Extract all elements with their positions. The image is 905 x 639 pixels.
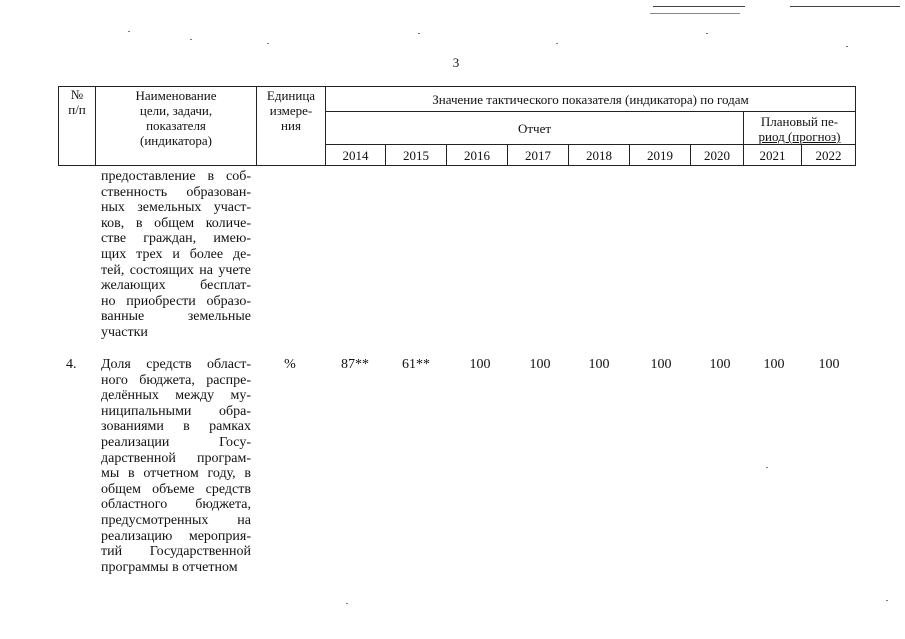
indicator-name	[101, 357, 251, 575]
scan-speck	[886, 600, 888, 601]
header-unit-line: ния	[281, 118, 301, 133]
text-line: ственность образован-	[101, 184, 251, 200]
text-line: зованиями в рамках	[101, 419, 251, 435]
text-line: программы в отчетном	[101, 559, 238, 575]
value-2020: 100	[709, 357, 731, 372]
year-cell: 2017	[508, 145, 569, 166]
header-unit-line: измере-	[269, 103, 313, 118]
continued-indicator-text	[101, 169, 251, 341]
text-line: реализации Госу-	[101, 434, 251, 450]
value-2022: 100	[818, 357, 840, 372]
row-number: 4.	[66, 357, 77, 372]
text-line: ного бюджета, распре-	[101, 372, 251, 388]
header-unit-line: Единица	[266, 88, 316, 103]
scan-speck	[346, 603, 348, 604]
header-plan	[744, 112, 856, 145]
year-cell: 2016	[447, 145, 508, 166]
value-2015: 61**	[402, 357, 430, 372]
year-cell: 2015	[386, 145, 447, 166]
text-line: Доля средств област-	[101, 357, 251, 372]
header-plan-line: риод (прогноз)	[758, 129, 841, 144]
text-line: реализацию мероприя-	[101, 528, 251, 544]
year-cell: 2022	[802, 145, 856, 166]
text-line: предоставление в соб-	[101, 169, 251, 184]
scan-speck	[128, 31, 130, 32]
scan-speck	[556, 43, 558, 44]
text-line: ков, в общем количе-	[101, 215, 251, 231]
scan-speck	[418, 33, 420, 34]
text-line: делённых между му-	[101, 388, 251, 404]
scan-speck	[846, 46, 848, 47]
header-num-line: п/п	[68, 102, 86, 117]
header-values-span: Значение тактического показателя (индикатора) по годам	[326, 87, 856, 112]
header-report: Отчет	[326, 112, 744, 145]
scan-artifact-line	[653, 6, 745, 7]
header-name-line: цели, задачи,	[139, 103, 213, 118]
year-cell: 2021	[744, 145, 802, 166]
header-num-line: №	[70, 87, 84, 102]
scan-speck	[190, 39, 192, 40]
text-line: тей, состоящих на учете	[101, 262, 251, 278]
unit-value: %	[284, 357, 296, 372]
header-name-line: показателя	[146, 118, 206, 133]
text-line: но приобрести образо-	[101, 293, 251, 309]
text-line: желающих бесплат-	[101, 278, 251, 294]
text-line: ванные земельные	[101, 309, 251, 325]
text-line: общем объеме средств	[101, 481, 251, 497]
value-2019: 100	[650, 357, 672, 372]
text-line: предусмотренных на	[101, 512, 251, 528]
value-2018: 100	[588, 357, 610, 372]
scan-speck	[766, 467, 768, 468]
value-2017: 100	[529, 357, 551, 372]
scan-speck	[267, 43, 269, 44]
page-number: 3	[452, 55, 460, 70]
header-plan-line: Плановый пе-	[760, 114, 839, 129]
year-cell: 2014	[326, 145, 386, 166]
value-2014: 87**	[341, 357, 369, 372]
text-line: участки	[101, 324, 148, 340]
value-2016: 100	[469, 357, 491, 372]
year-cell: 2019	[630, 145, 691, 166]
text-line: областного бюджета,	[101, 497, 251, 513]
header-unit	[257, 87, 326, 166]
header-name-line: Наименование	[135, 88, 217, 103]
indicator-table-header	[58, 86, 856, 166]
scan-speck	[706, 33, 708, 34]
text-line: дарственной програм-	[101, 450, 251, 466]
text-line: мы в отчетном году, в	[101, 466, 251, 482]
header-name	[96, 87, 257, 166]
text-line: ных земельных участ-	[101, 200, 251, 216]
text-line: щих трех и более де-	[101, 246, 251, 262]
value-2021: 100	[763, 357, 785, 372]
header-name-line: (индикатора)	[140, 133, 212, 148]
text-line: ниципальными обра-	[101, 403, 251, 419]
year-cell: 2020	[691, 145, 744, 166]
scan-artifact-line	[790, 6, 900, 7]
year-cell: 2018	[569, 145, 630, 166]
scan-artifact-line	[650, 13, 740, 14]
text-line: тий Государственной	[101, 544, 251, 560]
text-line: стве граждан, имею-	[101, 231, 251, 247]
header-num	[59, 87, 96, 166]
